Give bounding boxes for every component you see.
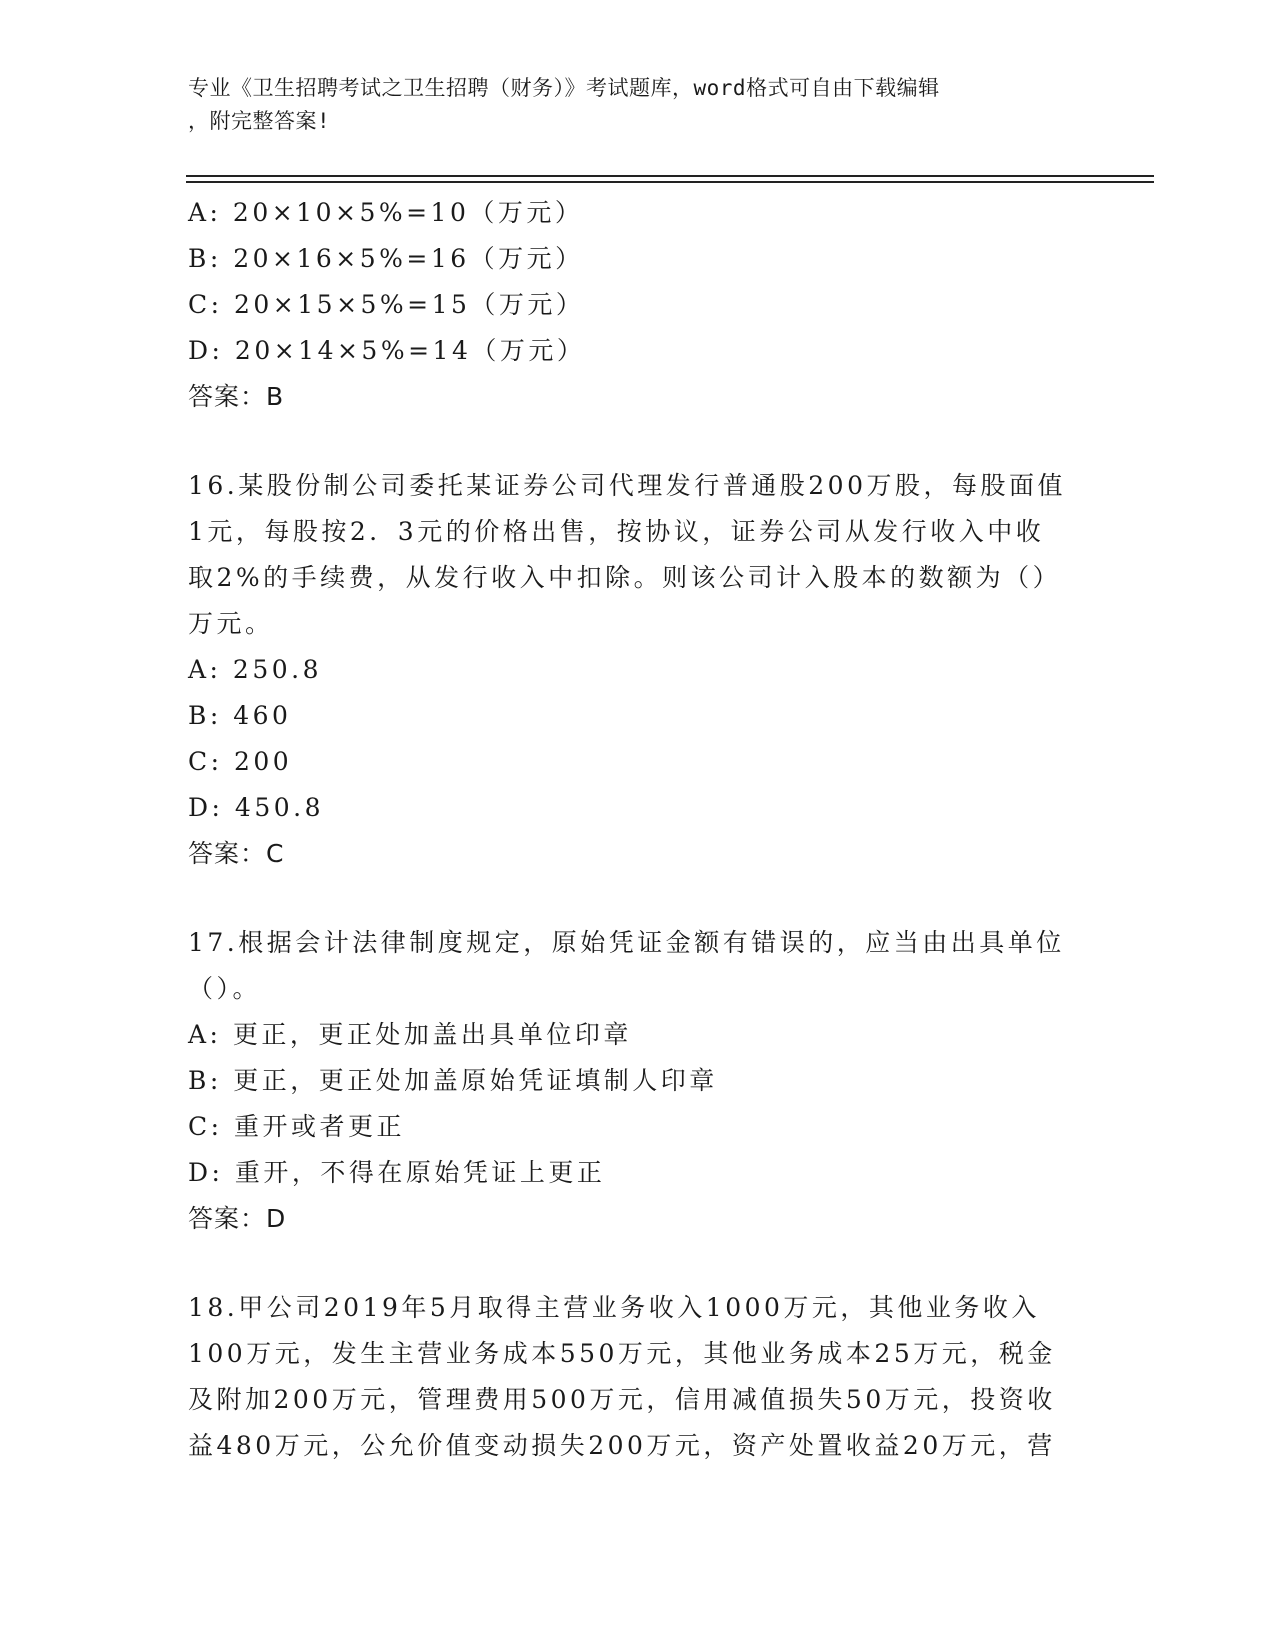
question-spacer <box>188 877 1088 920</box>
question-stem-line: 1元，每股按2．3元的价格出售，按协议，证券公司从发行收入中收 <box>188 517 1045 546</box>
question-stem-line: 取2%的手续费，从发行收入中扣除。则该公司计入股本的数额为（） <box>188 563 1062 592</box>
header-title-continuation: ，附完整答案! <box>188 109 331 133</box>
question-spacer <box>188 1242 1088 1285</box>
header-title-line: 专业《卫生招聘考试之卫生招聘（财务）》考试题库，word格式可自由下载编辑 <box>188 76 940 100</box>
header-rule-bottom <box>186 181 1154 183</box>
question-stem-line: 18.甲公司2019年5月取得主营业务收入1000万元，其他业务收入 <box>188 1293 1040 1322</box>
question-stem-line: 100万元，发生主营业务成本550万元，其他业务成本25万元，税金 <box>188 1339 1056 1368</box>
option-d: D: 20×14×5%=14（万元） <box>188 336 586 365</box>
option-c: C: 200 <box>188 747 293 776</box>
question-spacer <box>188 420 1088 463</box>
question-stem-line: 16.某股份制公司委托某证券公司代理发行普通股200万股，每股面值 <box>188 471 1066 500</box>
option-a: A: 更正，更正处加盖出具单位印章 <box>188 1020 632 1049</box>
question-15 <box>188 190 1088 420</box>
option-b: B: 更正，更正处加盖原始凭证填制人印章 <box>188 1066 718 1095</box>
answer-line: 答案：C <box>188 839 285 868</box>
page-header <box>188 72 1068 138</box>
header-rule-top <box>186 175 1154 177</box>
answer-line: 答案：D <box>188 1204 287 1233</box>
option-a: A: 20×10×5%=10（万元） <box>188 198 584 227</box>
question-stem-line: 17.根据会计法律制度规定，原始凭证金额有错误的，应当由出具单位 <box>188 928 1065 957</box>
question-stem-line: 万元。 <box>188 609 274 638</box>
option-d: D: 重开，不得在原始凭证上更正 <box>188 1158 606 1187</box>
option-a: A: 250.8 <box>188 655 322 684</box>
question-18 <box>188 1285 1088 1469</box>
option-d: D: 450.8 <box>188 793 324 822</box>
question-17 <box>188 920 1088 1242</box>
question-stem-line: （）。 <box>188 974 262 1003</box>
answer-line: 答案：B <box>188 382 285 411</box>
question-content <box>188 190 1088 1469</box>
option-c: C: 20×15×5%=15（万元） <box>188 290 585 319</box>
option-c: C: 重开或者更正 <box>188 1112 405 1141</box>
question-16 <box>188 463 1088 877</box>
question-stem-line: 及附加200万元，管理费用500万元，信用减值损失50万元，投资收 <box>188 1385 1056 1414</box>
option-b: B: 460 <box>188 701 292 730</box>
question-stem-line: 益480万元，公允价值变动损失200万元，资产处置收益20万元，营 <box>188 1431 1056 1460</box>
option-b: B: 20×16×5%=16（万元） <box>188 244 584 273</box>
